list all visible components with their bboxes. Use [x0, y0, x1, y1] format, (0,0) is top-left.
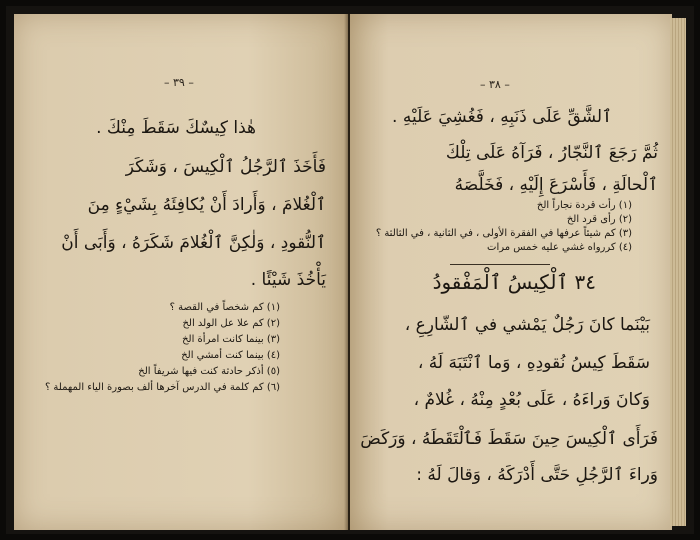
question-item: (٢) كم علا عل الولد الخ [182, 318, 280, 329]
text-line: فَرَأَى ٱلْكِيسَ حِينَ سَقَطَ فَٱلْتَقَطَهُ ، وَرَكَضَ [360, 429, 658, 449]
text-line: ٱلْغُلامَ ، وَأَرادَ أَنْ يُكافِئَهُ بِشَيْءٍ مِنَ [87, 195, 326, 215]
page-number: – ٣٩ – [164, 76, 194, 89]
text-line: وَكانَ وَراءَهُ ، عَلَى بُعْدٍ مِنْهُ ، غُلامٌ ، [413, 390, 650, 410]
question-item: (٤) بينما كنت أمشي الخ [181, 350, 280, 361]
text-line: ٱلنُّقودِ ، وَلٰكِنَّ ٱلْغُلامَ شَكَرَهُ ، وَأَبَى أَنْ [61, 233, 326, 253]
text-line: ٱلشَّقِّ عَلَى ذَنَبِهِ ، فَغُشِيَ عَلَيْهِ . [392, 107, 612, 127]
text-line: فَأَخَذَ ٱلرَّجُلُ ٱلْكِيسَ ، وَشَكَرَ [125, 157, 326, 177]
left-page [14, 14, 348, 530]
question-item: (١) رأت قردة نجاراً الخ [536, 200, 632, 211]
text-line: بَيْنَما كانَ رَجُلٌ يَمْشي في ٱلشّارِعِ ، [404, 315, 650, 335]
question-item: (٣) كم شيئاً عرفها في الفقرة الأولى ، في الثانية ، في الثالثة ؟ [375, 228, 632, 239]
question-item: (٣) بينما كانت امرأة الخ [182, 334, 280, 345]
text-line: يَأْخُذَ شَيْئًا . [250, 270, 326, 290]
text-line: هٰذا كِيسٌكَ سَقَطَ مِنْكَ . [96, 118, 256, 138]
question-item: (٤) كررواه غشي عليه خمس مرات [487, 242, 632, 253]
right-page [350, 14, 672, 530]
question-item: (١) كم شخصاً في القصة ؟ [169, 302, 280, 313]
lesson-title: ٣٤ ٱلْكِيسُ ٱلْمَفْقودُ [432, 270, 596, 294]
question-item: (٦) كم كلمة في الدرس آخرها ألف بصورة الياء المهملة ؟ [44, 382, 280, 393]
text-line: ٱلْحالَةِ ، فَأَسْرَعَ إِلَيْهِ ، فَخَلَّصَهُ [454, 175, 658, 195]
text-line: سَقَطَ كِيسُ نُقودِهِ ، وَما ٱنْتَبَهَ لَهُ ، [417, 353, 650, 373]
page-number: – ٣٨ – [480, 78, 510, 91]
book-spread [6, 6, 694, 534]
section-divider [450, 264, 550, 265]
page-edge [670, 18, 686, 526]
text-line: ثُمَّ رَجَعَ ٱلنَّجّارُ ، فَرَآهُ عَلَى تِلْكَ [445, 143, 658, 163]
question-item: (٢) رأى قرد الخ [566, 214, 632, 225]
text-line: وَراءَ ٱلرَّجُلِ حَتَّى أَدْرَكَهُ ، وَقالَ لَهُ : [416, 465, 658, 485]
question-item: (٥) أذكر حادثة كنت فيها شريفاً الخ [138, 366, 280, 377]
